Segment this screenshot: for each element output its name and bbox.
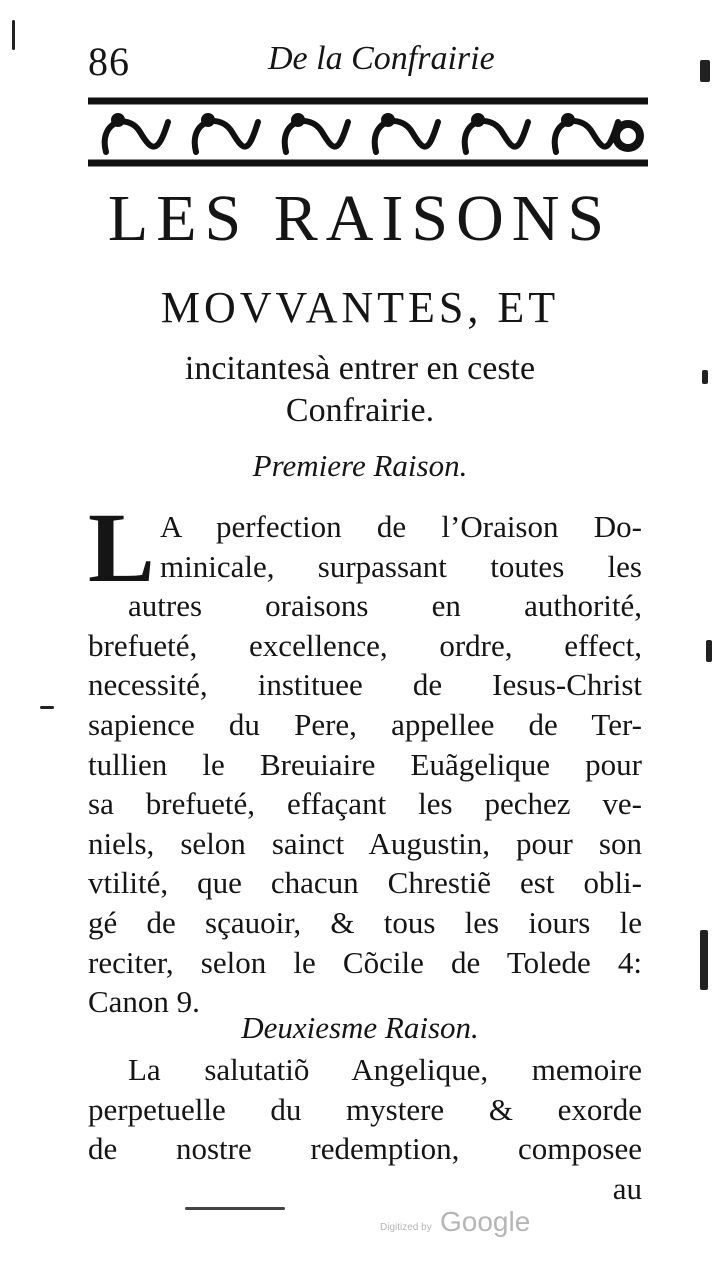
ornamental-headpiece (88, 92, 648, 172)
google-logo: Google (440, 1206, 531, 1237)
text-line: niels, selon sainct Augustin, pour son (88, 825, 642, 861)
text-line: reciter, selon le Cõcile de Tolede 4: (88, 944, 642, 980)
paper-speck (700, 60, 710, 82)
text-line: sapience du Pere, appellee de Ter- (88, 706, 642, 742)
paragraph-deuxiesme-raison (88, 1050, 642, 1208)
ornament-bottom-rule (88, 160, 648, 166)
ornament-top-rule (88, 98, 648, 104)
text-line: Canon 9. (88, 984, 200, 1020)
paper-speck (702, 370, 708, 384)
chapter-description (60, 348, 660, 432)
digitized-watermark (380, 1206, 560, 1246)
chapter-subtitle: MOVVANTES, ET (160, 283, 560, 332)
paper-speck (700, 930, 708, 990)
text-line: minicale, surpassant toutes les (160, 548, 642, 584)
watermark-prefix: Digitized by (380, 1222, 432, 1233)
text-line: A perfection de l’Oraison Do- (160, 509, 642, 544)
paragraph-premiere-raison (88, 492, 642, 1022)
drop-cap: L (88, 492, 155, 603)
text-line: tullien le Breuiaire Euãgelique pour (88, 746, 642, 782)
running-title: De la Confrairie (268, 40, 495, 77)
text-line: de nostre redemption, composee (88, 1131, 642, 1167)
chapter-description-line: Confrairie. (285, 392, 435, 429)
paper-speck (12, 20, 15, 50)
text-line: necessité, instituee de Iesus-Christ (88, 667, 642, 703)
chapter-description-line: incitantesà entrer en ceste (184, 350, 536, 387)
paper-speck (706, 640, 712, 662)
text-line: La salutatiõ Angelique, memoire (128, 1052, 642, 1087)
text-line: vtilité, que chacun Chrestiẽ est obli- (88, 865, 642, 901)
page-number: 86 (88, 39, 130, 84)
ornament-scroll-1 (105, 122, 168, 152)
text-line: autres oraisons en authorité, (128, 588, 642, 624)
paper-speck (40, 706, 54, 709)
section-heading-deuxiesme: Deuxiesme Raison. (241, 1010, 479, 1045)
catchword: au (612, 1170, 642, 1206)
text-line: brefueté, excellence, ordre, effect, (88, 627, 642, 663)
chapter-title: LES RAISONS (107, 182, 613, 255)
text-line: sa brefueté, effaçant les pechez ve- (88, 786, 642, 822)
section-heading-premiere: Premiere Raison. (252, 448, 468, 483)
running-head (88, 38, 648, 88)
paper-speck (185, 1207, 285, 1210)
text-line: gé de sçauoir, & tous les iours le (88, 904, 642, 940)
text-line: perpetuelle du mystere & exorde (88, 1091, 642, 1127)
